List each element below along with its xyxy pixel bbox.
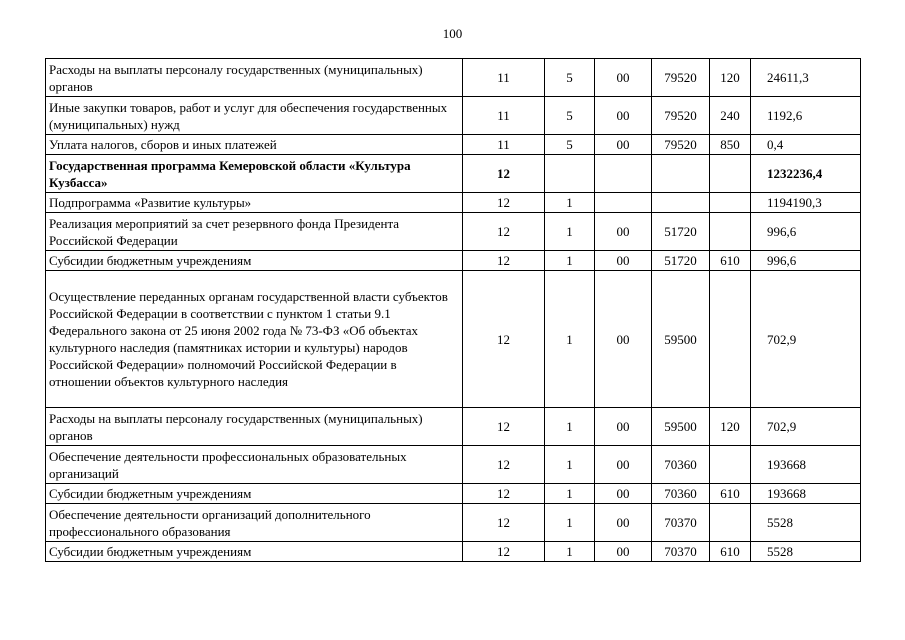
amount: 193668 (751, 446, 861, 484)
table-row (46, 193, 861, 213)
measure-code: 00 (595, 484, 652, 504)
measure-code: 00 (595, 135, 652, 155)
row-name: Осуществление переданных органам государственной власти субъектов Российской Федерации в соответствии с пунктом 1 статьи 9.1 Федерального закона от 25 июня 2002 года № 73-ФЗ «Об объектах культурного наследия (памятниках истории и культуры) народов Российской Федерации» полномочий Российской Федерации в отношении объектов культурного наследия (46, 271, 463, 408)
table-row (46, 484, 861, 504)
expense-code: 70360 (652, 446, 710, 484)
amount: 1194190,3 (751, 193, 861, 213)
program-code: 12 (463, 271, 545, 408)
row-name: Обеспечение деятельности организаций дополнительного профессионального образования (46, 504, 463, 542)
expense-type (710, 446, 751, 484)
program-code: 12 (463, 213, 545, 251)
subprogram-code: 1 (545, 213, 595, 251)
row-name: Расходы на выплаты персоналу государственных (муниципальных) органов (46, 59, 463, 97)
amount: 996,6 (751, 213, 861, 251)
program-code: 12 (463, 542, 545, 562)
table-body (46, 59, 861, 562)
expense-code: 79520 (652, 97, 710, 135)
expense-type: 610 (710, 484, 751, 504)
expense-type: 610 (710, 542, 751, 562)
subprogram-code: 5 (545, 135, 595, 155)
program-code: 11 (463, 97, 545, 135)
expense-type (710, 155, 751, 193)
table-row (46, 135, 861, 155)
expense-code: 79520 (652, 59, 710, 97)
expense-type (710, 504, 751, 542)
measure-code: 00 (595, 251, 652, 271)
expense-code (652, 155, 710, 193)
subprogram-code: 1 (545, 193, 595, 213)
page-number: 100 (442, 26, 463, 41)
expense-code (652, 193, 710, 213)
program-code: 11 (463, 135, 545, 155)
subprogram-code: 1 (545, 484, 595, 504)
table-row (46, 251, 861, 271)
expense-type: 120 (710, 408, 751, 446)
measure-code: 00 (595, 408, 652, 446)
measure-code: 00 (595, 542, 652, 562)
expense-type (710, 213, 751, 251)
measure-code (595, 155, 652, 193)
measure-code: 00 (595, 59, 652, 97)
amount: 1232236,4 (751, 155, 861, 193)
table-row (46, 504, 861, 542)
table-row (46, 542, 861, 562)
program-code: 12 (463, 251, 545, 271)
measure-code: 00 (595, 446, 652, 484)
program-code: 11 (463, 59, 545, 97)
program-code: 12 (463, 193, 545, 213)
amount: 5528 (751, 542, 861, 562)
measure-code: 00 (595, 504, 652, 542)
table-row (46, 446, 861, 484)
program-code: 12 (463, 484, 545, 504)
subprogram-code: 1 (545, 271, 595, 408)
expense-type (710, 193, 751, 213)
subprogram-code: 5 (545, 59, 595, 97)
expense-code: 51720 (652, 213, 710, 251)
table-row (46, 97, 861, 135)
row-name: Субсидии бюджетным учреждениям (46, 251, 463, 271)
row-name: Расходы на выплаты персоналу государственных (муниципальных) органов (46, 408, 463, 446)
expense-type: 610 (710, 251, 751, 271)
amount: 5528 (751, 504, 861, 542)
expense-code: 70370 (652, 504, 710, 542)
measure-code: 00 (595, 271, 652, 408)
measure-code: 00 (595, 97, 652, 135)
measure-code: 00 (595, 213, 652, 251)
program-code: 12 (463, 504, 545, 542)
expense-code: 59500 (652, 408, 710, 446)
expense-type: 240 (710, 97, 751, 135)
amount: 0,4 (751, 135, 861, 155)
amount: 193668 (751, 484, 861, 504)
amount: 1192,6 (751, 97, 861, 135)
amount: 996,6 (751, 251, 861, 271)
expense-code: 70360 (652, 484, 710, 504)
subprogram-code: 5 (545, 97, 595, 135)
expense-code: 70370 (652, 542, 710, 562)
table-row (46, 213, 861, 251)
program-code: 12 (463, 408, 545, 446)
expense-type: 120 (710, 59, 751, 97)
row-name: Государственная программа Кемеровской области «Культура Кузбасса» (46, 155, 463, 193)
amount: 702,9 (751, 271, 861, 408)
expense-type (710, 271, 751, 408)
row-name: Обеспечение деятельности профессиональных образовательных организаций (46, 446, 463, 484)
row-name: Субсидии бюджетным учреждениям (46, 484, 463, 504)
row-name: Уплата налогов, сборов и иных платежей (46, 135, 463, 155)
subprogram-code: 1 (545, 542, 595, 562)
table-row (46, 155, 861, 193)
row-name: Реализация мероприятий за счет резервного фонда Президента Российской Федерации (46, 213, 463, 251)
expense-code: 51720 (652, 251, 710, 271)
row-name: Подпрограмма «Развитие культуры» (46, 193, 463, 213)
table-row (46, 271, 861, 408)
expense-type: 850 (710, 135, 751, 155)
measure-code (595, 193, 652, 213)
row-name: Субсидии бюджетным учреждениям (46, 542, 463, 562)
table-row (46, 408, 861, 446)
program-code: 12 (463, 155, 545, 193)
amount: 702,9 (751, 408, 861, 446)
program-code: 12 (463, 446, 545, 484)
amount: 24611,3 (751, 59, 861, 97)
expense-code: 79520 (652, 135, 710, 155)
subprogram-code: 1 (545, 251, 595, 271)
budget-table (45, 58, 861, 562)
subprogram-code: 1 (545, 408, 595, 446)
subprogram-code: 1 (545, 504, 595, 542)
subprogram-code (545, 155, 595, 193)
row-name: Иные закупки товаров, работ и услуг для обеспечения государственных (муниципальных) нужд (46, 97, 463, 135)
table-row (46, 59, 861, 97)
expense-code: 59500 (652, 271, 710, 408)
subprogram-code: 1 (545, 446, 595, 484)
